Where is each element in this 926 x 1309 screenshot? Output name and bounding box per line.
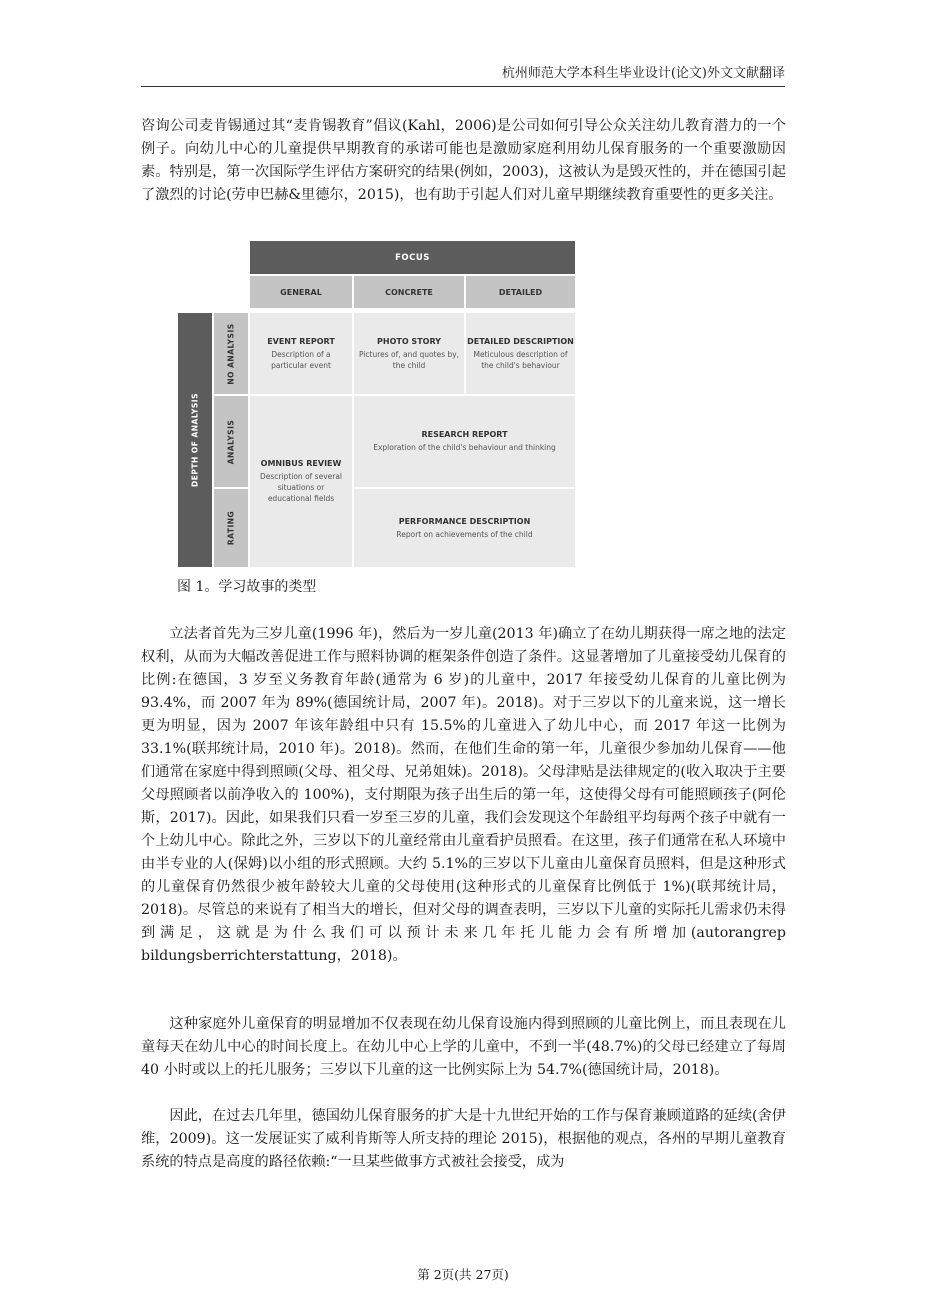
cell-performance-description [354, 489, 575, 567]
detailed-description-title: DETAILED DESCRIPTION [467, 336, 574, 346]
running-header: 杭州师范大学本科生毕业设计(论文)外文文献翻译 [141, 64, 785, 87]
cell-detailed-description [466, 313, 575, 394]
row-no-analysis [214, 313, 248, 394]
focus-header: FOCUS [250, 241, 575, 274]
depth-of-analysis-label: DEPTH OF ANALYSIS [190, 393, 200, 487]
column-detailed: DETAILED [466, 276, 575, 308]
row-analysis [214, 396, 248, 487]
omnibus-review-title: OMNIBUS REVIEW [260, 459, 342, 468]
row-rating [214, 489, 248, 567]
omnibus-review-desc: Description of several situations or educational fields [259, 472, 343, 503]
performance-description-desc: Report on achievements of the child [396, 529, 533, 539]
cell-omnibus-review [250, 396, 352, 567]
paragraph-legal-rights: 立法者首先为三岁儿童(1996 年)，然后为一岁儿童(2013 年)确立了在幼儿期获得一席之地的法定权利，从而为大幅改善促进工作与照料协调的框架条件创造了条件。这显著增加了儿童接受幼儿保育的比例:在德国，3 岁至义务教育年龄(通常为 6 岁)的儿童中，2017 年接受幼儿保育的儿童比例为 93.4%，而 2007 年为 89%(德国统计局，2007 年)。2018)。对于三岁以下的儿童来说，这一增长更为明显，因为 2007 年该年龄组中只有 15.5%的儿童进入了幼儿中心，而 2017 年这一比例为 33.1%(联邦统计局，2010 年)。2018)。然而，在他们生命的第一年，儿童很少参加幼儿保育——他们通常在家庭中得到照顾(父母、祖父母、兄弟姐妹)。2018)。父母津贴是法律规定的(收入取决于主要父母照顾者以前净收入的 100%)，支付期限为孩子出生后的第一年，这使得父母有可能照顾孩子(阿伦斯，2017)。因此，如果我们只看一岁至三岁的儿童，我们会发现这个年龄组平均每两个孩子中就有一个上幼儿中心。除此之外，三岁以下的儿童经常由儿童看护员照看。在这里，孩子们通常在私人环境中由半专业的人(保姆)以小组的形式照顾。大约 5.1%的三岁以下儿童由儿童保育员照料，但是这种形式的儿童保育仍然很少被年龄较大儿童的父母使用(这种形式的儿童保育比例低于 1%)(联邦统计局，2018)。尽管总的来说有了相当大的增长，但对父母的调查表明，三岁以下儿童的实际托儿需求仍未得到满足，这就是为什么我们可以预计未来几年托儿能力会有所增加(autorangrep bildungsberrichterstattung，2018)。 [141, 626, 786, 964]
event-report-desc: Description of a particular event [271, 349, 331, 370]
event-report-title: EVENT REPORT [267, 336, 335, 346]
cell-photo-story [354, 313, 464, 394]
figure-caption: 图 1。学习故事的类型 [177, 579, 317, 595]
column-general: GENERAL [250, 276, 352, 308]
row-analysis-label: ANALYSIS [226, 419, 236, 464]
performance-description-title: PERFORMANCE DESCRIPTION [398, 516, 531, 526]
photo-story-title: PHOTO STORY [377, 336, 441, 346]
column-concrete: CONCRETE [354, 276, 464, 308]
photo-story-desc: Pictures of, and quotes by, the child [358, 349, 460, 370]
depth-of-analysis-axis [178, 313, 212, 567]
research-report-desc: Exploration of the child's behaviour and thinking [373, 443, 556, 452]
learning-story-types-figure [178, 241, 575, 567]
research-report-title: RESEARCH REPORT [421, 430, 508, 439]
paragraph-childcare-hours: 这种家庭外儿童保育的明显增加不仅表现在幼儿保育设施内得到照顾的儿童比例上，而且表现在儿童每天在幼儿中心的时间长度上。在幼儿中心上学的儿童中，不到一半(48.7%)的父母已经建立了每周 40 小时或以上的托儿服务；三岁以下儿童的这一比例实际上为 54.7%(德国统计局，2018)。 [141, 1016, 786, 1078]
paragraph-path-dependence: 因此，在过去几年里，德国幼儿保育服务的扩大是十九世纪开始的工作与保育兼顾道路的延续(舍伊维，2009)。这一发展证实了威利肯斯等人所支持的理论 2015)，根据他的观点，各州的早期儿童教育系统的特点是高度的路径依赖:“一旦某些做事方式被社会接受，成为 [141, 1108, 786, 1170]
row-no-analysis-label: NO ANALYSIS [226, 322, 236, 385]
paragraph-intro: 咨询公司麦肯锡通过其“麦肯锡教育”倡议(Kahl，2006)是公司如何引导公众关注幼儿教育潜力的一个例子。向幼儿中心的儿童提供早期教育的承诺可能也是激励家庭利用幼儿保育服务的一个重要激励因素。特别是，第一次国际学生评估方案研究的结果(例如，2003)，这被认为是毁灭性的，并在德国引起了激烈的讨论(劳申巴赫&里德尔，2015)，也有助于引起人们对儿童早期继续教育重要性的更多关注。 [141, 118, 786, 203]
detailed-description-desc: Meticulous description of the child's behaviour [473, 349, 568, 370]
page-number-footer: 第 2页(共 27页) [417, 1267, 509, 1282]
cell-research-report [354, 396, 575, 487]
cell-event-report [250, 313, 352, 394]
row-rating-label: RATING [226, 510, 236, 546]
